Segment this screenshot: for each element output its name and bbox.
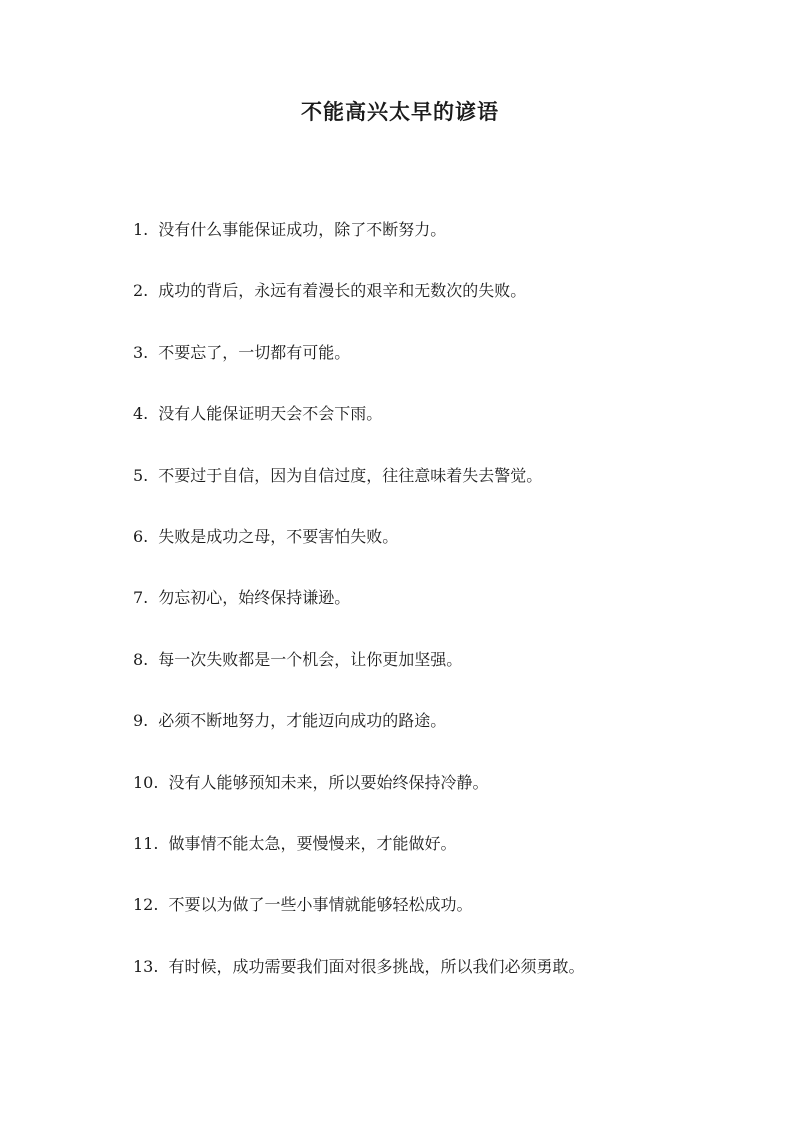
item-text: 勿忘初心，始终保持谦逊。 [158, 588, 351, 608]
item-number: 1. [133, 220, 149, 239]
item-text: 做事情不能太急，要慢慢来，才能做好。 [168, 833, 457, 853]
item-number: 4. [133, 404, 149, 424]
item-text: 每一次失败都是一个机会，让你更加坚强。 [158, 649, 463, 669]
item-text: 不要以为做了一些小事情就能够轻松成功。 [168, 895, 473, 915]
list-item [133, 584, 584, 645]
list-item [133, 339, 584, 400]
item-number: 3. [133, 342, 149, 362]
list-item [133, 462, 584, 523]
item-number: 6. [133, 526, 149, 546]
list-item [133, 523, 584, 584]
item-text: 失败是成功之母，不要害怕失败。 [158, 526, 399, 546]
item-number: 7. [133, 588, 149, 608]
list-item [133, 769, 584, 830]
item-number: 5. [133, 465, 149, 485]
page-title: 不能高兴太早的谚语 [301, 99, 499, 124]
list-item [133, 400, 584, 461]
item-text: 有时候，成功需要我们面对很多挑战，所以我们必须勇敢。 [168, 956, 585, 976]
list-item [133, 707, 584, 768]
item-text: 没有人能保证明天会不会下雨。 [158, 404, 383, 424]
list-item [133, 646, 584, 707]
item-number: 13. [133, 956, 159, 976]
item-text: 不要忘了，一切都有可能。 [158, 342, 351, 362]
item-number: 9. [133, 711, 149, 731]
item-text: 成功的背后，永远有着漫长的艰辛和无数次的失败。 [158, 281, 527, 301]
item-text: 必须不断地努力，才能迈向成功的路途。 [158, 711, 447, 731]
list-item [133, 277, 584, 338]
item-text: 不要过于自信，因为自信过度，往往意味着失去警觉。 [158, 465, 543, 485]
item-number: 8. [133, 649, 149, 669]
list-item [133, 830, 584, 891]
item-number: 10. [133, 772, 159, 792]
proverb-list [133, 216, 584, 1014]
item-text: 没有什么事能保证成功，除了不断努力。 [158, 220, 447, 239]
list-item [133, 216, 584, 277]
list-item [133, 891, 584, 952]
list-item [133, 953, 584, 1014]
item-number: 2. [133, 281, 149, 301]
item-text: 没有人能够预知未来，所以要始终保持冷静。 [168, 772, 489, 792]
item-number: 11. [133, 833, 159, 853]
item-number: 12. [133, 895, 159, 915]
